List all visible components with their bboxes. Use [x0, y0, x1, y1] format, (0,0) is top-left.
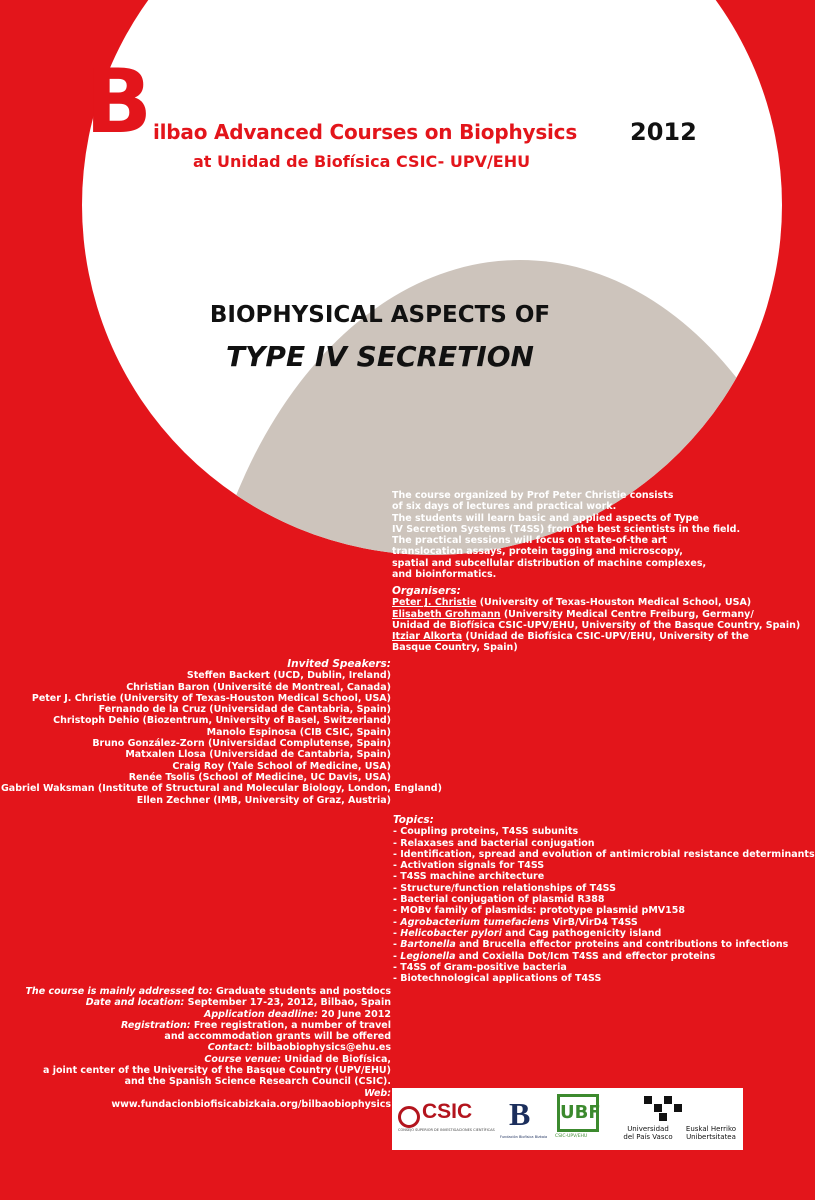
speaker-item: Christian Baron (Université de Montreal, Canada) — [126, 681, 391, 693]
speaker-item: Craig Roy (Yale School of Medicine, USA) — [172, 760, 391, 772]
organiser-name-link[interactable]: Elisabeth Grohmann — [392, 608, 501, 620]
organiser-name-link[interactable]: Itziar Alkorta — [392, 631, 463, 643]
subject-line2: TYPE IV SECRETION — [226, 340, 534, 373]
speaker-item: Matxalen Llosa (Universidad de Cantabria, Spain) — [125, 749, 391, 761]
unidad-biofisica-logo-icon: UBF — [557, 1094, 599, 1132]
header-year: 2012 — [630, 118, 697, 146]
csic-logo-text: CSIC — [422, 1100, 473, 1123]
topic-item: - Coupling proteins, T4SS subunits — [393, 826, 579, 838]
intro-line: The practical sessions will focus on state-of-the art — [392, 535, 667, 547]
deadline-row: Application deadline: 20 June 2012 — [204, 1008, 391, 1020]
registration-row: Registration: Free registration, a number of travel — [121, 1019, 391, 1031]
date-row: Date and location: September 17-23, 2012, Bilbao, Spain — [85, 997, 391, 1009]
organiser-affiliation: (University Medical Centre Freiburg, Germany/ — [500, 608, 754, 620]
speaker-item: Steffen Backert (UCD, Dublin, Ireland) — [186, 670, 391, 682]
topic-item: - Agrobacterium tumefaciens VirB/VirD4 T4SS — [393, 916, 638, 928]
topic-item: - Legionella and Coxiella Dot/Icm T4SS and effector proteins — [393, 950, 716, 962]
speaker-item: Ellen Zechner (IMB, University of Graz, Austria) — [136, 794, 391, 806]
organiser-name-link[interactable]: Peter J. Christie — [392, 597, 477, 609]
header-subtitle: at Unidad de Biofísica CSIC- UPV/EHU — [193, 152, 531, 171]
subject-line1: BIOPHYSICAL ASPECTS OF — [209, 302, 551, 328]
registration-row-2: and accommodation grants will be offered — [164, 1031, 391, 1043]
intro-line: The course organized by Prof Peter Christie consists — [392, 490, 674, 501]
organiser-affiliation: (University of Texas-Houston Medical School, USA) — [476, 597, 752, 609]
fundacion-logo-subtitle: Fundación Biofísica Bizkaia — [500, 1135, 548, 1139]
speaker-item: Peter J. Christie (University of Texas-Houston Medical School, USA) — [31, 692, 391, 704]
organiser-item — [392, 619, 801, 631]
organiser-item — [392, 631, 757, 642]
topic-item: - Activation signals for T4SS — [393, 860, 545, 872]
upv-name-eu: Euskal Herriko Unibertsitatea — [685, 1125, 737, 1141]
unidad-biofisica-logo-subtitle: CSIC-UPV/EHU — [555, 1134, 588, 1139]
topic-item: - Bartonella and Brucella effector proteins and contributions to infections — [393, 939, 789, 951]
speakers-section — [1, 658, 442, 806]
course-intro — [392, 490, 752, 580]
speaker-item: Bruno González-Zorn (Universidad Complutense, Spain) — [92, 738, 391, 750]
venue-row-2: a joint center of the University of the Basque Country (UPV/EHU) — [43, 1065, 391, 1077]
speaker-item: Gabriel Waksman (Institute of Structural and Molecular Biology, London, England) — [1, 783, 442, 795]
header-title: ilbao Advanced Courses on Biophysics — [153, 120, 578, 144]
intro-line: The students will learn basic and applied aspects of Type — [392, 512, 699, 524]
topic-item: - MOBv family of plasmids: prototype plasmid pMV158 — [393, 905, 685, 917]
topics-heading: Topics: — [393, 814, 434, 826]
organiser-item — [392, 597, 757, 608]
upv-name-es: Universidad del País Vasco — [623, 1125, 673, 1141]
intro-line: and bioinformatics. — [392, 569, 497, 581]
venue-row-3: and the Spanish Science Research Council (CSIC). — [124, 1076, 391, 1088]
topic-item: - Helicobacter pylori and Cag pathogenicity island — [393, 927, 662, 939]
topic-item: - T4SS of Gram-positive bacteria — [393, 961, 567, 973]
contact-row: Contact: bilbaobiophysics@ehu.es — [207, 1042, 391, 1054]
topic-item: - T4SS machine architecture — [393, 871, 545, 883]
speaker-item: Manolo Espinosa (CIB CSIC, Spain) — [206, 726, 391, 738]
topic-item: - Identification, spread and evolution of antimicrobial resistance determinants — [393, 848, 815, 860]
organiser-item — [392, 642, 757, 653]
topics-section — [393, 814, 815, 985]
speaker-item: Christoph Dehio (Biozentrum, University of Basel, Switzerland) — [53, 715, 391, 727]
organisers-section — [392, 585, 801, 654]
venue-row: Course venue: Unidad de Biofísica, — [204, 1053, 391, 1065]
topic-item: - Biotechnological applications of T4SS — [393, 973, 602, 985]
topic-item: - Structure/function relationships of T4SS — [393, 882, 616, 894]
intro-line: of six days of lectures and practical work. — [392, 501, 617, 513]
topic-item: - Relaxases and bacterial conjugation — [393, 837, 595, 849]
speakers-heading: Invited Speakers: — [287, 658, 391, 670]
audience-row: The course is mainly addressed to: Graduate students and postdocs — [25, 986, 391, 997]
intro-line: spatial and subcellular distribution of machine complexes, — [392, 557, 707, 569]
web-label: Web: — [364, 1087, 391, 1099]
organiser-affiliation: Unidad de Biofísica CSIC-UPV/EHU, University of the Basque Country, Spain) — [392, 619, 801, 631]
logistics-section — [1, 986, 391, 1110]
topic-item: - Bacterial conjugation of plasmid R388 — [393, 894, 605, 906]
organisers-heading: Organisers: — [392, 585, 461, 597]
speaker-item: Fernando de la Cruz (Universidad de Cantabria, Spain) — [98, 704, 391, 716]
intro-line: IV Secretion Systems (T4SS) from the best scientists in the field. — [392, 523, 741, 535]
contact-email-link[interactable]: bilbaobiophysics@ehu.es — [252, 1042, 391, 1054]
upv-ehu-logo-icon — [642, 1094, 686, 1122]
organiser-affiliation: Basque Country, Spain) — [392, 642, 518, 654]
csic-logo-icon — [398, 1106, 420, 1128]
sponsor-logo-bar — [392, 1088, 743, 1150]
speaker-item: Renée Tsolis (School of Medicine, UC Davis, USA) — [128, 771, 391, 783]
organiser-affiliation: (Unidad de Biofísica CSIC-UPV/EHU, University of the — [462, 631, 749, 643]
fundacion-logo-icon: B — [509, 1096, 531, 1132]
intro-line: translocation assays, protein tagging and microscopy, — [392, 546, 683, 558]
header-big-letter: B — [85, 50, 153, 153]
csic-logo-subtitle: CONSEJO SUPERIOR DE INVESTIGACIONES CIENTÍFICAS — [398, 1128, 495, 1132]
web-link[interactable]: www.fundacionbiofisicabizkaia.org/bilbaobiophysics — [111, 1098, 391, 1110]
organiser-item — [392, 609, 757, 620]
